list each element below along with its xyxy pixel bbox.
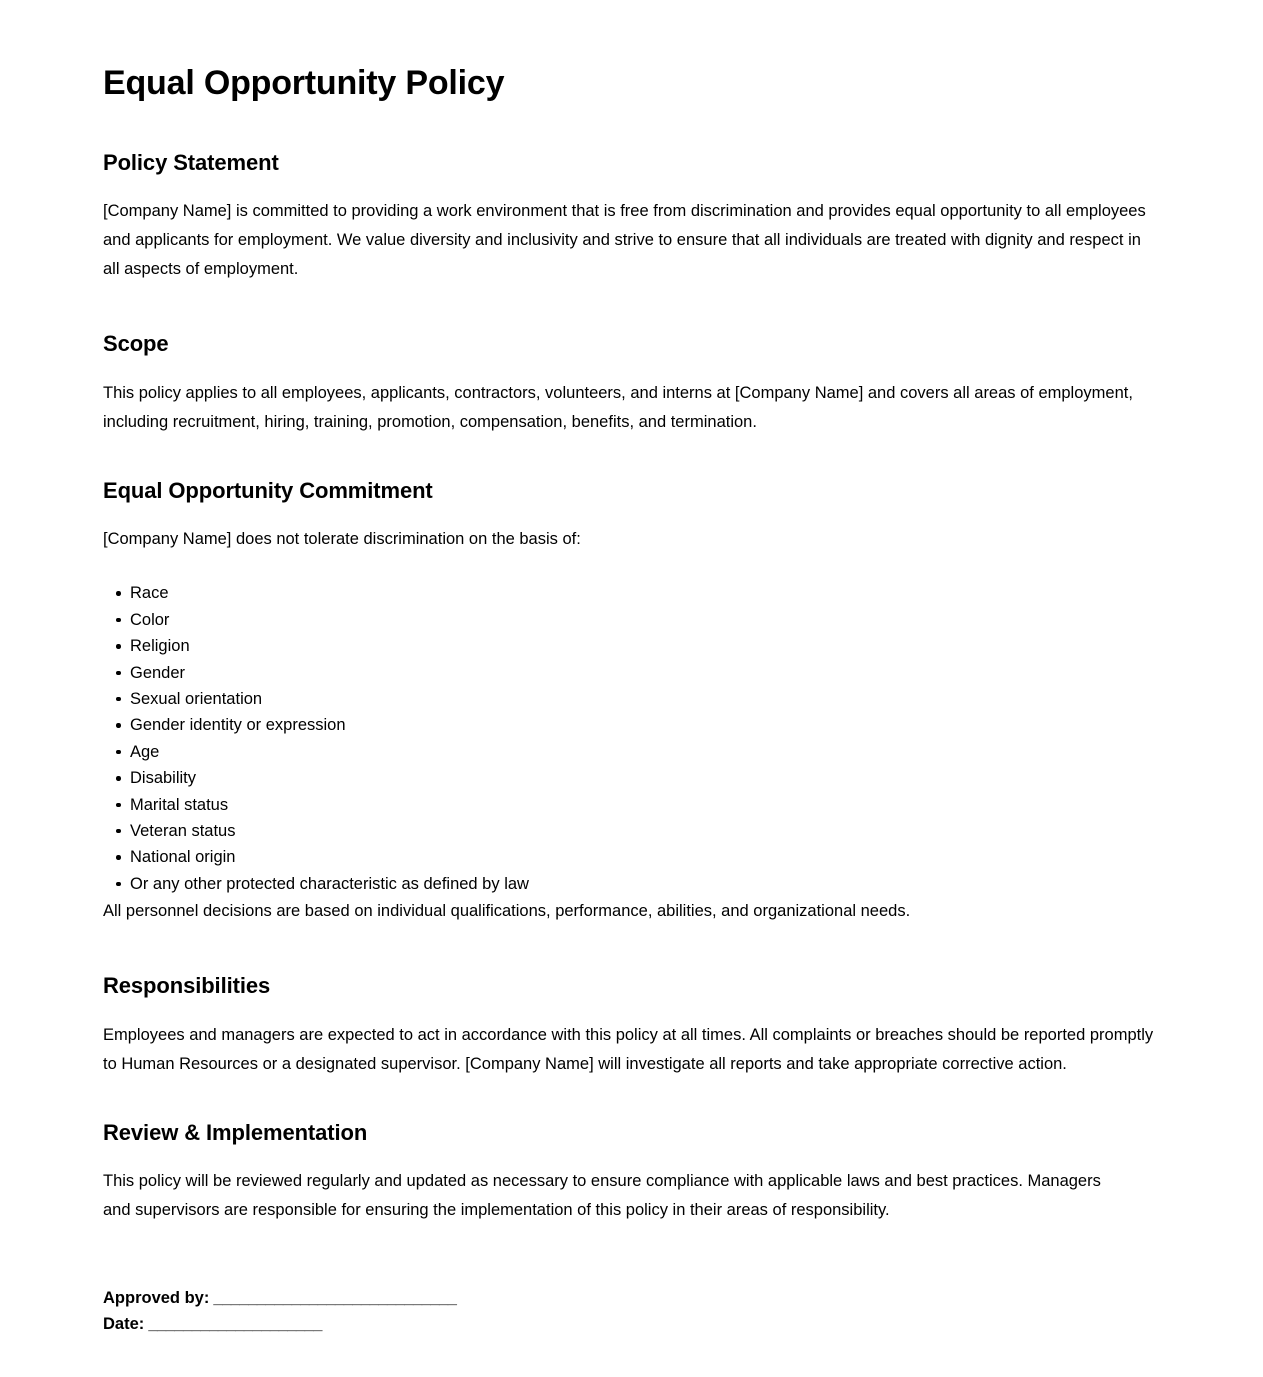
list-item: Gender xyxy=(103,660,1171,686)
section-paragraph-policy-statement: [Company Name] is committed to providing a work environment that is free from discrimination and provides equal opportunity to all employees and applicants for employment. We value diversity and inclusivity and strive to ensure that all individuals are treated with dignity and respect in all aspects of employment. xyxy=(103,202,1146,279)
section-paragraph-scope: This policy applies to all employees, applicants, contractors, volunteers, and interns at [Company Name] and covers all areas of employment, including recruitment, hiring, training, promotion, compensation, benefits, and termination. xyxy=(103,383,1133,431)
section-heading-scope: Scope xyxy=(103,331,169,357)
protected-characteristics-list xyxy=(103,580,1171,897)
list-item: Religion xyxy=(103,633,1171,659)
date-line xyxy=(103,1311,1171,1337)
section-responsibilities xyxy=(103,972,1171,1079)
section-paragraph-review-implementation: This policy will be reviewed regularly and updated as necessary to ensure compliance with applicable laws and best practices. Managers and supervisors are responsible for ensuring the implementation of this policy in their areas of responsibility. xyxy=(103,1172,1101,1220)
list-item: Age xyxy=(103,739,1171,765)
section-heading-responsibilities: Responsibilities xyxy=(103,973,271,999)
date-label: Date: xyxy=(103,1315,145,1334)
list-item: Gender identity or expression xyxy=(103,712,1171,738)
section-paragraph-responsibilities: Employees and managers are expected to act in accordance with this policy at all times. All complaints or breaches should be reported promptly to Human Resources or a designated supervisor. [Company Name] will investigate all reports and take appropriate corrective action. xyxy=(103,1025,1154,1073)
date-rule[interactable]: ____________________ xyxy=(144,1315,322,1334)
section-scope xyxy=(103,330,1171,437)
page-title: Equal Opportunity Policy xyxy=(103,64,505,102)
section-heading-equal-opportunity-commitment: Equal Opportunity Commitment xyxy=(103,477,433,503)
approved-by-label: Approved by: xyxy=(103,1289,210,1308)
section-equal-opportunity-commitment xyxy=(103,477,1171,926)
list-item: Race xyxy=(103,580,1171,606)
list-item: Disability xyxy=(103,765,1171,791)
section-policy-statement xyxy=(103,149,1171,285)
list-item: Or any other protected characteristic as defined by law xyxy=(103,871,1171,897)
section-closing-paragraph-equal-opportunity-commitment: All personnel decisions are based on individual qualifications, performance, abilities, and organizational needs. xyxy=(103,902,911,921)
list-item: Veteran status xyxy=(103,818,1171,844)
signature-block xyxy=(103,1285,1171,1337)
list-item: Marital status xyxy=(103,792,1171,818)
list-item: Color xyxy=(103,607,1171,633)
section-review-implementation xyxy=(103,1119,1171,1226)
list-item: Sexual orientation xyxy=(103,686,1171,712)
section-heading-policy-statement: Policy Statement xyxy=(103,149,279,175)
list-item: National origin xyxy=(103,844,1171,870)
section-paragraph-equal-opportunity-commitment: [Company Name] does not tolerate discrimination on the basis of: xyxy=(103,530,581,549)
section-heading-review-implementation: Review & Implementation xyxy=(103,1119,368,1145)
approved-by-rule[interactable]: ____________________________ xyxy=(209,1289,457,1308)
approved-by-line xyxy=(103,1285,1171,1311)
